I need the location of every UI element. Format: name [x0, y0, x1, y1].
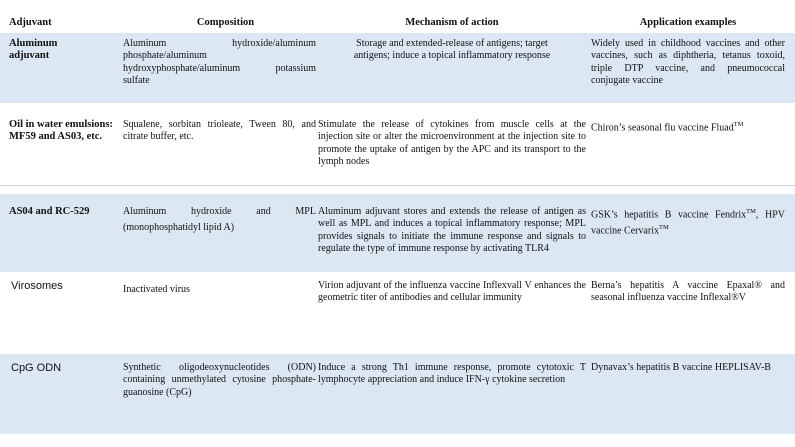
- composition-word: hydroxyphosphate/aluminum: [123, 62, 241, 74]
- adjuvant-name: CpG ODN: [11, 362, 62, 374]
- composition-word: potassium: [275, 62, 316, 74]
- adjuvant-name-line: adjuvant: [9, 50, 50, 62]
- application-cell: [591, 119, 785, 135]
- table-row: [0, 194, 795, 272]
- mechanism-cell: Aluminum adjuvant stores and extends the release of antigen as well as MPL and induces a topical inflammatory response; MPL provides signals to initiate the immune response and signals to regulate the type of immune response by activating TLR4: [318, 206, 586, 255]
- composition-word: and: [256, 206, 271, 217]
- adjuvant-name-line: Oil in water emulsions:: [9, 119, 113, 130]
- table-row: [0, 272, 795, 346]
- adjuvant-name: [9, 119, 124, 144]
- table-row: [0, 115, 795, 185]
- composition-word: MPL: [295, 206, 316, 217]
- composition-line: [123, 206, 316, 218]
- mechanism-cell: Virion adjuvant of the influenza vaccine Inflexvall V enhances the geometric titer of antibodies and cellular immunity: [318, 280, 586, 304]
- application-cell: [591, 206, 785, 237]
- application-text: GSK’s hepatitis B vaccine Fendrix: [591, 209, 747, 221]
- composition-line: phosphate/aluminum: [123, 50, 207, 62]
- adjuvant-name-line: MF59 and AS03, etc.: [9, 131, 103, 143]
- adjuvant-name: [9, 38, 115, 63]
- application-text: , HPV vaccine Cervarix: [591, 209, 785, 237]
- mechanism-line: antigens; induce a topical inflammatory response: [353, 50, 551, 62]
- composition-word: Aluminum: [123, 38, 167, 49]
- composition-cell: Synthetic oligodeoxynucleotides (ODN) containing unmethylated cytosine phosphate-guanosine (CpG): [123, 362, 316, 398]
- trademark-superscript: TM: [659, 223, 669, 231]
- adjuvant-name: Virosomes: [11, 280, 63, 292]
- mechanism-cell: Stimulate the release of cytokines from muscle cells at the injection site or alter the microenvironment at the injection site to promote the uptake of antigen by the APC and its transport to the lymph nodes: [318, 119, 586, 168]
- composition-line: [123, 63, 316, 75]
- trademark-superscript: TM: [733, 121, 744, 128]
- composition-cell: Squalene, sorbitan trioleate, Tween 80, and citrate buffer, etc.: [123, 119, 316, 143]
- header-application: Application examples: [639, 17, 737, 28]
- composition-line: (monophosphatidyl lipid A): [123, 222, 235, 234]
- row-divider: [0, 185, 795, 186]
- composition-line: [123, 38, 316, 50]
- composition-cell: [123, 206, 316, 235]
- trademark-superscript: TM: [746, 208, 756, 215]
- application-cell: Widely used in childhood vaccines and other vaccines, such as diphtheria, tetanus toxoid, triple DTP vaccine, and pneumococcal conjugate vaccine: [591, 38, 785, 87]
- header-mechanism: Mechanism of action: [405, 17, 499, 28]
- composition-cell: [123, 38, 316, 88]
- table-row: [0, 33, 795, 103]
- header-row: [0, 0, 795, 33]
- application-text: Chiron’s seasonal flu vaccine Fluad: [591, 122, 734, 134]
- composition-word: Aluminum: [123, 206, 167, 217]
- header-adjuvant: Adjuvant: [9, 17, 52, 28]
- mechanism-line: Storage and extended-release of antigens; target: [356, 38, 548, 49]
- composition-word: hydroxide/aluminum: [232, 38, 316, 49]
- composition-cell: Inactivated virus: [123, 284, 190, 295]
- header-composition: Composition: [196, 17, 255, 28]
- adjuvant-name-line: Aluminum: [9, 38, 58, 49]
- mechanism-cell: [318, 38, 586, 63]
- mechanism-cell: Induce a strong Th1 immune response, promote cytotoxic T lymphocyte appreciation and induce IFN-γ cytokine secretion: [318, 362, 586, 386]
- composition-line: sulfate: [123, 75, 150, 87]
- application-cell: Berna’s hepatitis A vaccine Epaxal® and seasonal influenza vaccine Inflexal®V: [591, 280, 785, 304]
- composition-word: hydroxide: [191, 206, 232, 217]
- adjuvant-name: AS04 and RC-529: [9, 206, 90, 217]
- table-row: [0, 354, 795, 434]
- application-cell: Dynavax’s hepatitis B vaccine HEPLISAV-B: [591, 362, 771, 373]
